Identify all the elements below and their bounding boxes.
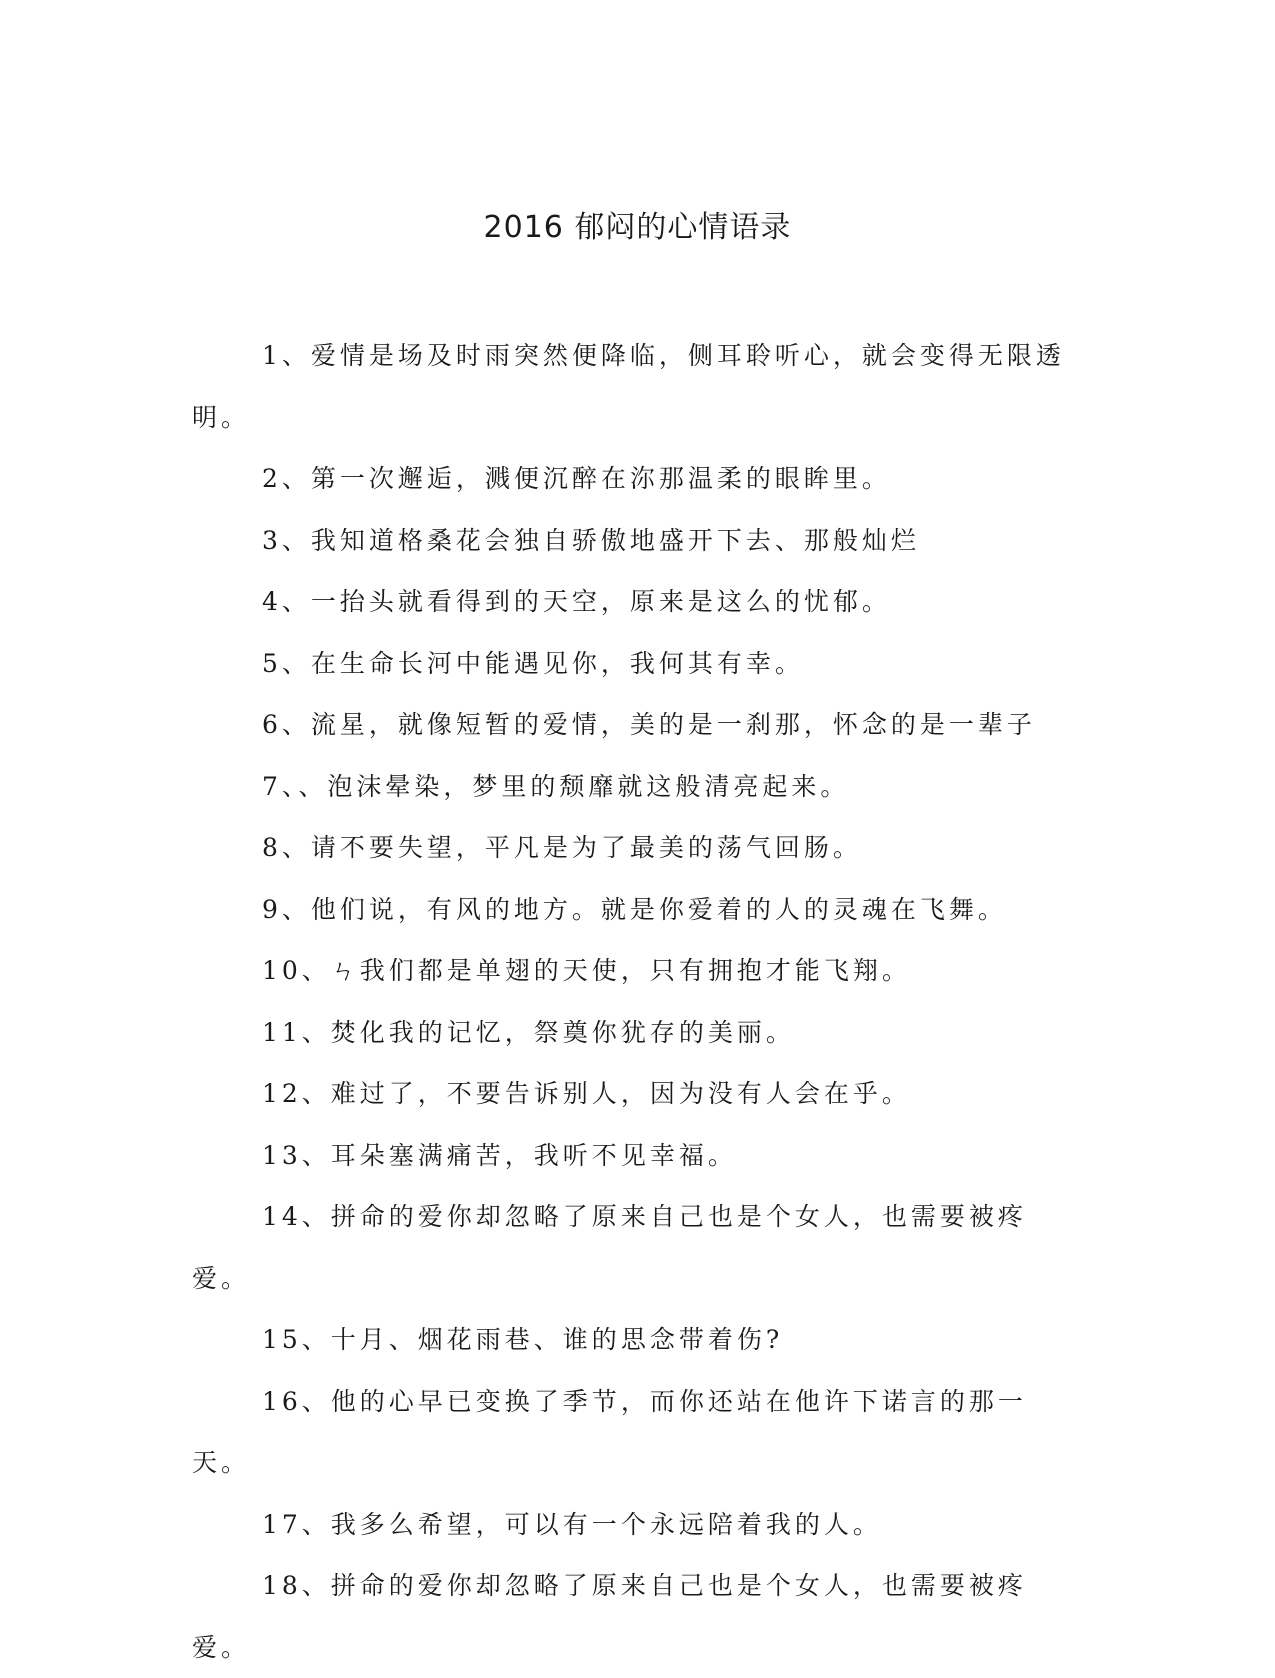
quote-item: 6、流星，就像短暂的爱情，美的是一刹那，怀念的是一辈子 xyxy=(262,710,1036,739)
quote-item: 1、爱情是场及时雨突然便降临，侧耳聆听心，就会变得无限透明。 xyxy=(192,341,1065,432)
quote-item: 4、一抬头就看得到的天空，原来是这么的忧郁。 xyxy=(262,587,891,616)
quote-item: 5、在生命长河中能遇见你，我何其有幸。 xyxy=(262,648,804,678)
quote-item: 7、、泡沫晕染，梦里的颓靡就这般清亮起来。 xyxy=(262,771,850,801)
quote-item: 3、我知道格桑花会独自骄傲地盛开下去、那般灿烂 xyxy=(262,525,920,555)
quote-list xyxy=(192,325,1072,1678)
quote-item: 16、他的心早已变换了季节，而你还站在他许下诺言的那一天。 xyxy=(192,1386,1027,1477)
document-title: 2016 郁闷的心情语录 xyxy=(483,210,792,245)
quote-item: 17、我多么希望，可以有一个永远陪着我的人。 xyxy=(262,1509,882,1539)
quote-item: 18、拼命的爱你却忽略了原来自己也是个女人，也需要被疼爱。 xyxy=(192,1571,1027,1662)
quote-item: 14、拼命的爱你却忽略了原来自己也是个女人，也需要被疼爱。 xyxy=(192,1202,1027,1293)
quote-item: 13、耳朵塞满痛苦，我听不见幸福。 xyxy=(262,1140,737,1170)
quote-item: 10、ㄣ我们都是单翅的天使，只有拥抱才能飞翔。 xyxy=(262,956,911,985)
quote-item: 9、他们说，有风的地方。就是你爱着的人的灵魂在飞舞。 xyxy=(262,894,1007,924)
quote-item: 12、难过了，不要告诉别人，因为没有人会在乎。 xyxy=(262,1079,911,1108)
quote-item: 11、焚化我的记忆，祭奠你犹存的美丽。 xyxy=(262,1017,795,1047)
quote-item: 15、十月、烟花雨巷、谁的思念带着伤? xyxy=(262,1325,784,1354)
quote-item: 8、请不要失望，平凡是为了最美的荡气回肠。 xyxy=(262,833,862,862)
quote-item: 2、第一次邂逅，溅便沉醉在沵那温柔的眼眸里。 xyxy=(262,464,891,493)
